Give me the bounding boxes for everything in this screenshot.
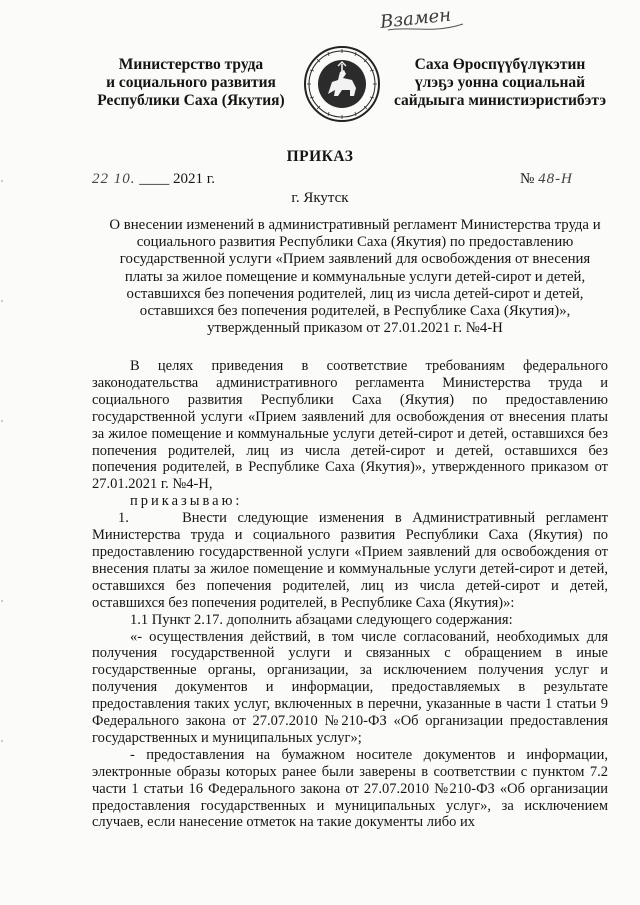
handwritten-note-scribble bbox=[378, 4, 470, 34]
date-handwritten: 22 10. bbox=[92, 171, 136, 187]
order-body bbox=[92, 358, 608, 831]
item-1-1-paragraph: 1.1 Пункт 2.17. дополнить абзацами следующего содержания: bbox=[130, 611, 513, 628]
number-handwritten: 48-Н bbox=[538, 171, 573, 187]
quote-paragraph-2: - предоставления на бумажном носителе документов и информации, электронные образы которых ранее были заверены в соответствии с пунктом 7.2 части 1 статьи 16 Федерального закона от 27.07.2010 №210-ФЗ «Об организации предоставления государственных и муниципальных услуг», за исключением случаев, если нанесение отметок на такие документы либо их bbox=[92, 746, 608, 831]
date-year: 2021 г. bbox=[173, 171, 215, 187]
ministry-ru-line: Республики Саха (Якутия) bbox=[97, 92, 285, 109]
city: г. Якутск bbox=[291, 190, 349, 206]
order-date bbox=[92, 171, 215, 188]
ministry-ru-line: и социального развития bbox=[106, 74, 276, 91]
ministry-sakha-line: сайдыыга министиэристибэтэ bbox=[393, 92, 607, 109]
subject-line: социального развития Республики Саха (Якутия) по предоставлению bbox=[136, 234, 574, 251]
handwritten-note: Взамен bbox=[379, 4, 453, 33]
preamble-paragraph: В целях приведения в соответствие требованиям федерального законодательства административного регламента Министерства труда и социального развития Республики Саха (Якутия) по предоставлению государственной услуги «Прием заявлений для освобождения от внесения платы за жилое помещение и коммунальные услуги детей-сирот и детей, оставшихся без попечения родителей, лиц из числа детей-сирот и детей, оставшихся без попечения родителей, в Республике Саха (Якутия)», утвержденного приказом от 27.01.2021 г. №4-Н, bbox=[92, 358, 608, 493]
subject-line: государственной услуги «Прием заявлений для освобождения от внесения bbox=[119, 251, 591, 268]
subject-line: оставшихся без попечения родителей, в Республике Саха (Якутия)», bbox=[139, 303, 571, 320]
ministry-sakha-line: үлэҕэ уонна социальнай bbox=[414, 74, 586, 91]
ministry-name-sakha bbox=[380, 56, 620, 110]
document-title: ПРИКАЗ bbox=[286, 148, 354, 165]
coat-of-arms-sakha-icon bbox=[302, 44, 382, 124]
ministry-ru-line: Министерство труда bbox=[118, 56, 264, 73]
order-verb: приказываю: bbox=[130, 493, 243, 510]
subject-line: оставшихся без попечения родителей, лиц из числа детей-сирот и детей, bbox=[126, 285, 584, 302]
ministry-sakha-line: Саха Өроспүүбүлүкэтин bbox=[414, 56, 586, 73]
order-subject bbox=[100, 217, 610, 337]
subject-line: утвержденный приказом от 27.01.2021 г. №4-Н bbox=[207, 320, 503, 337]
ministry-name-russian bbox=[66, 56, 316, 110]
quote-paragraph-1: «- осуществления действий, в том числе согласований, необходимых для получения государственной услуги и связанных с обращением в иные государственные органы, организации, за исключением получения услуг и получения документов и информации, предоставляемых в результате предоставления таких услуг, включенных в перечни, указанные в части 1 статьи 9 Федерального закона от 27.07.2010 №210-ФЗ «Об организации предоставления государственных и муниципальных услуг»; bbox=[92, 628, 608, 746]
order-number bbox=[520, 171, 573, 188]
scan-edge-marks bbox=[0, 0, 10, 905]
subject-line: платы за жилое помещение и коммунальные услуги детей-сирот и детей, bbox=[124, 268, 586, 285]
subject-line: О внесении изменений в административный регламент Министерства труда и bbox=[109, 217, 601, 233]
date-underline: ____ bbox=[139, 171, 170, 187]
item-1-paragraph: 1. Внести следующие изменения в Административный регламент Министерства труда и социального развития Республики Саха (Якутия) по предоставлению государственной услуги «Прием заявлений для освобождения от внесения платы за жилое помещение и коммунальные услуги детей-сирот и детей, оставшихся без попечения родителей, лиц из числа детей-сирот и детей, оставшихся без попечения родителей, в Республике Саха (Якутия)»: bbox=[92, 510, 608, 611]
number-prefix: № bbox=[520, 171, 535, 187]
